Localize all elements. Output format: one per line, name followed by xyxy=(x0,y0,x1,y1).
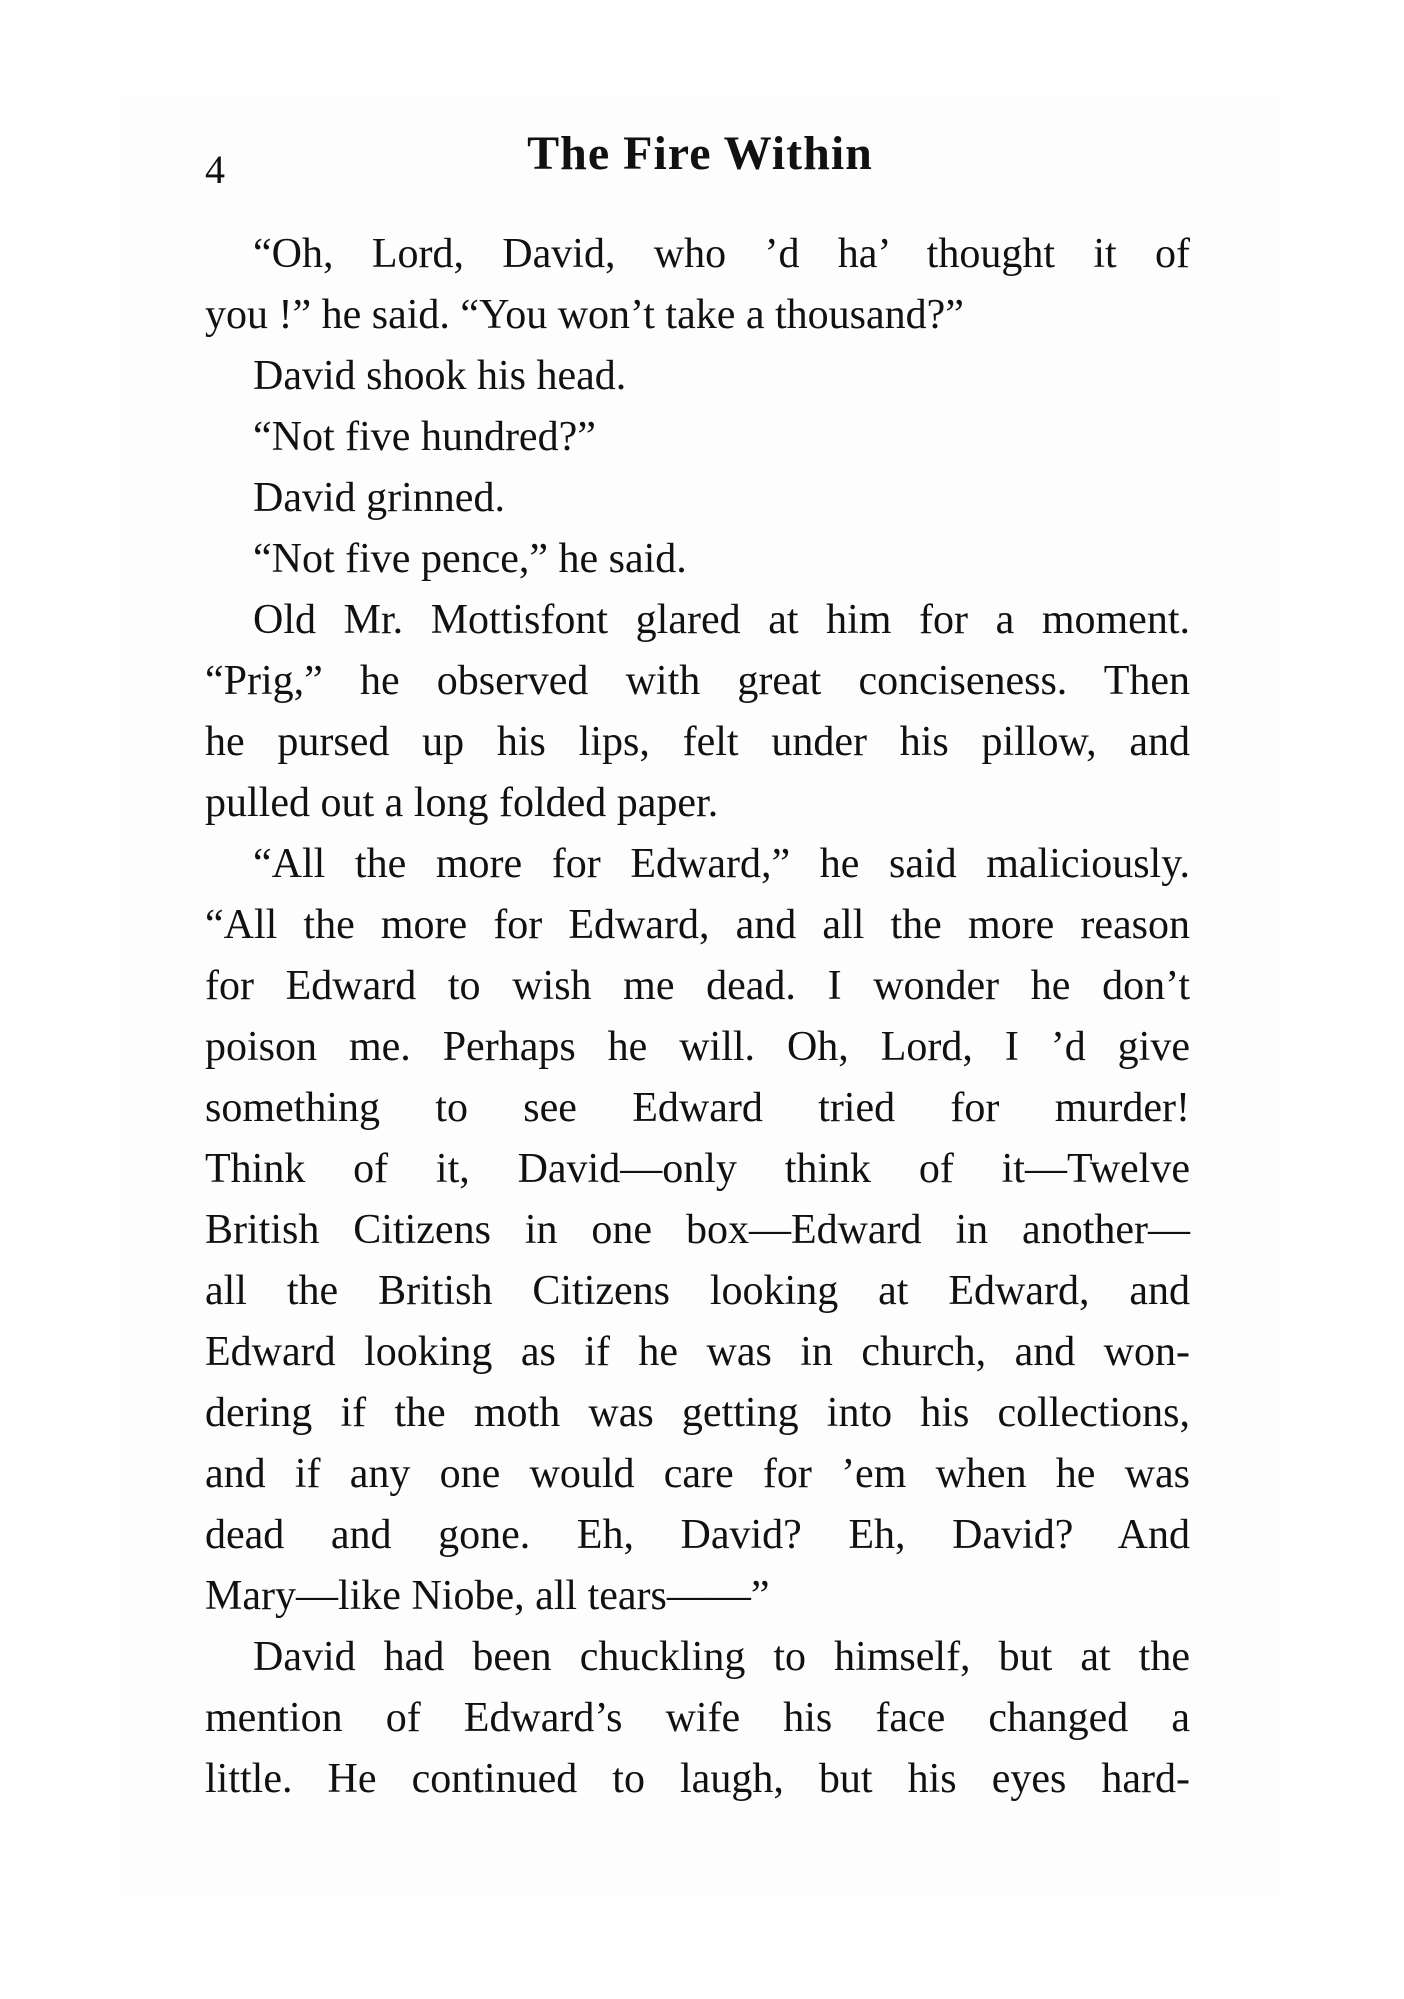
text-line: little. He continued to laugh, but his eyes hard- xyxy=(205,1756,1190,1802)
text-line: “All the more for Edward, and all the more reason xyxy=(205,902,1190,948)
text-line: “Not five pence,” he said. xyxy=(253,536,687,582)
text-line: “Oh, Lord, David, who ’d ha’ thought it of xyxy=(253,231,1190,277)
text-line: pulled out a long folded paper. xyxy=(205,780,719,826)
text-line: “Not five hundred?” xyxy=(253,414,596,460)
text-line: Mary—like Niobe, all tears——” xyxy=(205,1573,770,1619)
text-line: David shook his head. xyxy=(253,353,627,399)
text-line: you !” he said. “You won’t take a thousand?” xyxy=(205,292,964,338)
text-line: David had been chuckling to himself, but at the xyxy=(253,1634,1190,1680)
running-title: The Fire Within xyxy=(527,127,873,180)
text-line: for Edward to wish me dead. I wonder he don’t xyxy=(205,963,1190,1009)
body-text xyxy=(205,224,1190,1810)
text-line: “All the more for Edward,” he said maliciously. xyxy=(253,841,1190,887)
text-line: he pursed up his lips, felt under his pillow, and xyxy=(205,719,1190,765)
text-line: David grinned. xyxy=(253,475,505,521)
text-line: dead and gone. Eh, David? Eh, David? And xyxy=(205,1512,1190,1558)
text-line: all the British Citizens looking at Edward, and xyxy=(205,1268,1190,1314)
text-line: Old Mr. Mottisfont glared at him for a moment. xyxy=(253,597,1190,643)
text-line: and if any one would care for ’em when he was xyxy=(205,1451,1190,1497)
page-number: 4 xyxy=(205,147,225,192)
text-line: mention of Edward’s wife his face changed a xyxy=(205,1695,1190,1741)
text-line: Edward looking as if he was in church, and won- xyxy=(205,1329,1190,1375)
text-line: “Prig,” he observed with great conciseness. Then xyxy=(205,658,1190,704)
text-line: dering if the moth was getting into his collections, xyxy=(205,1390,1190,1436)
text-line: Think of it, David—only think of it—Twelve xyxy=(205,1146,1190,1192)
text-line: British Citizens in one box—Edward in another— xyxy=(205,1207,1190,1253)
text-line: poison me. Perhaps he will. Oh, Lord, I ’d give xyxy=(205,1024,1190,1070)
text-line: something to see Edward tried for murder! xyxy=(205,1085,1190,1131)
page-header xyxy=(205,120,1195,200)
